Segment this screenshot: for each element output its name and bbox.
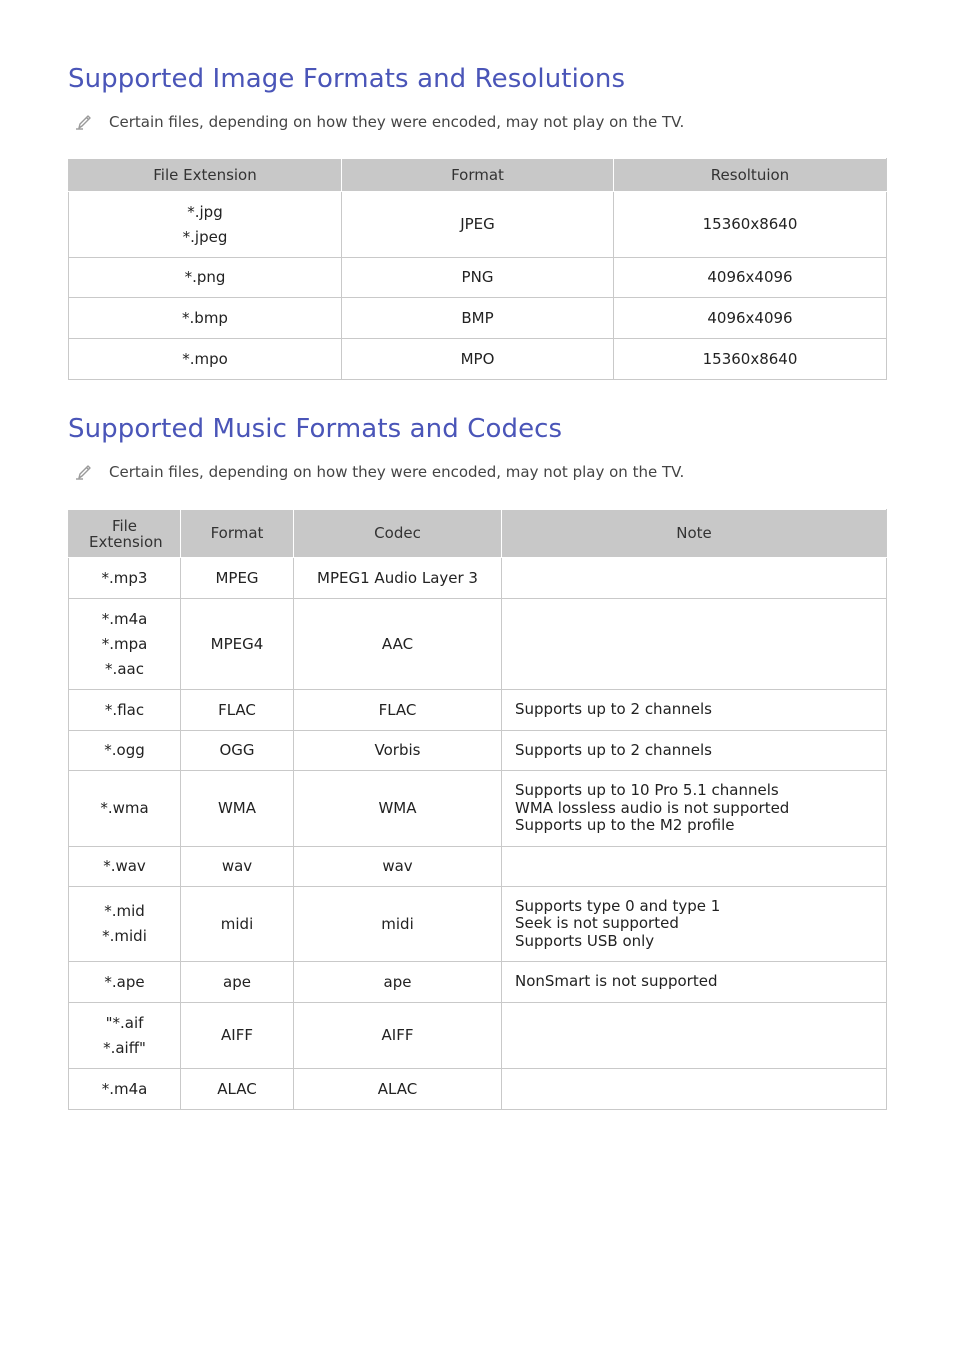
cell-note: Supports type 0 and type 1 Seek is not supported Supports USB only bbox=[502, 887, 887, 962]
cell-format: MPO bbox=[342, 339, 614, 380]
header-format: Format bbox=[181, 510, 294, 558]
cell-note: NonSmart is not supported bbox=[502, 962, 887, 1003]
cell-extension: "*.aif *.aiff" bbox=[69, 1003, 181, 1069]
table-row bbox=[69, 847, 887, 887]
cell-resolution: 4096x4096 bbox=[614, 298, 887, 339]
cell-note: Supports up to 10 Pro 5.1 channels WMA lossless audio is not supported Supports up to the M2 profile bbox=[502, 771, 887, 847]
cell-note: Supports up to 2 channels bbox=[502, 690, 887, 731]
table-row bbox=[69, 1003, 887, 1069]
music-section-note bbox=[74, 460, 684, 484]
music-formats-table bbox=[68, 509, 887, 1110]
cell-extension: *.mid *.midi bbox=[69, 887, 181, 962]
cell-format: MPEG4 bbox=[181, 599, 294, 690]
header-codec: Codec bbox=[294, 510, 502, 558]
cell-format: WMA bbox=[181, 771, 294, 847]
image-section-note bbox=[74, 110, 684, 134]
cell-format: OGG bbox=[181, 731, 294, 771]
cell-codec: midi bbox=[294, 887, 502, 962]
header-file-extension: File Extension bbox=[69, 159, 342, 192]
cell-extension: *.wav bbox=[69, 847, 181, 887]
cell-extension: *.bmp bbox=[69, 298, 342, 339]
cell-codec: ape bbox=[294, 962, 502, 1003]
image-section-title: Supported Image Formats and Resolutions bbox=[68, 64, 626, 94]
cell-extension: *.mp3 bbox=[69, 558, 181, 599]
cell-format: PNG bbox=[342, 258, 614, 298]
cell-format: JPEG bbox=[342, 192, 614, 258]
cell-note bbox=[502, 599, 887, 690]
table-row bbox=[69, 887, 887, 962]
cell-codec: ALAC bbox=[294, 1069, 502, 1110]
cell-extension: *.mpo bbox=[69, 339, 342, 380]
table-row bbox=[69, 690, 887, 731]
music-section-title: Supported Music Formats and Codecs bbox=[68, 414, 563, 444]
table-row bbox=[69, 771, 887, 847]
header-format: Format bbox=[342, 159, 614, 192]
cell-resolution: 15360x8640 bbox=[614, 339, 887, 380]
image-formats-table bbox=[68, 158, 887, 380]
table-header-row bbox=[69, 159, 887, 192]
cell-format: AIFF bbox=[181, 1003, 294, 1069]
header-resolution: Resoltuion bbox=[614, 159, 887, 192]
table-row bbox=[69, 599, 887, 690]
cell-note bbox=[502, 1069, 887, 1110]
table-row bbox=[69, 192, 887, 258]
cell-note: Supports up to 2 channels bbox=[502, 731, 887, 771]
table-row bbox=[69, 558, 887, 599]
cell-codec: Vorbis bbox=[294, 731, 502, 771]
cell-codec: AIFF bbox=[294, 1003, 502, 1069]
table-row bbox=[69, 298, 887, 339]
table-row bbox=[69, 1069, 887, 1110]
note-text: Certain files, depending on how they were encoded, may not play on the TV. bbox=[109, 463, 685, 481]
table-row bbox=[69, 339, 887, 380]
cell-note bbox=[502, 1003, 887, 1069]
cell-extension: *.m4a *.mpa *.aac bbox=[69, 599, 181, 690]
cell-extension: *.m4a bbox=[69, 1069, 181, 1110]
cell-note bbox=[502, 558, 887, 599]
cell-extension: *.jpg *.jpeg bbox=[69, 192, 342, 258]
cell-note bbox=[502, 847, 887, 887]
cell-format: ALAC bbox=[181, 1069, 294, 1110]
table-row bbox=[69, 258, 887, 298]
cell-format: ape bbox=[181, 962, 294, 1003]
table-row bbox=[69, 962, 887, 1003]
cell-resolution: 4096x4096 bbox=[614, 258, 887, 298]
cell-format: MPEG bbox=[181, 558, 294, 599]
cell-codec: MPEG1 Audio Layer 3 bbox=[294, 558, 502, 599]
header-file-extension: File Extension bbox=[69, 510, 181, 558]
cell-format: BMP bbox=[342, 298, 614, 339]
cell-codec: FLAC bbox=[294, 690, 502, 731]
pencil-icon bbox=[74, 462, 94, 482]
cell-codec: wav bbox=[294, 847, 502, 887]
cell-extension: *.wma bbox=[69, 771, 181, 847]
cell-extension: *.png bbox=[69, 258, 342, 298]
table-header-row bbox=[69, 510, 887, 558]
pencil-icon bbox=[74, 112, 94, 132]
cell-extension: *.ape bbox=[69, 962, 181, 1003]
cell-extension: *.ogg bbox=[69, 731, 181, 771]
cell-format: wav bbox=[181, 847, 294, 887]
table-row bbox=[69, 731, 887, 771]
header-note: Note bbox=[502, 510, 887, 558]
cell-format: FLAC bbox=[181, 690, 294, 731]
cell-resolution: 15360x8640 bbox=[614, 192, 887, 258]
cell-codec: AAC bbox=[294, 599, 502, 690]
cell-extension: *.flac bbox=[69, 690, 181, 731]
note-text: Certain files, depending on how they were encoded, may not play on the TV. bbox=[109, 113, 685, 131]
cell-format: midi bbox=[181, 887, 294, 962]
cell-codec: WMA bbox=[294, 771, 502, 847]
